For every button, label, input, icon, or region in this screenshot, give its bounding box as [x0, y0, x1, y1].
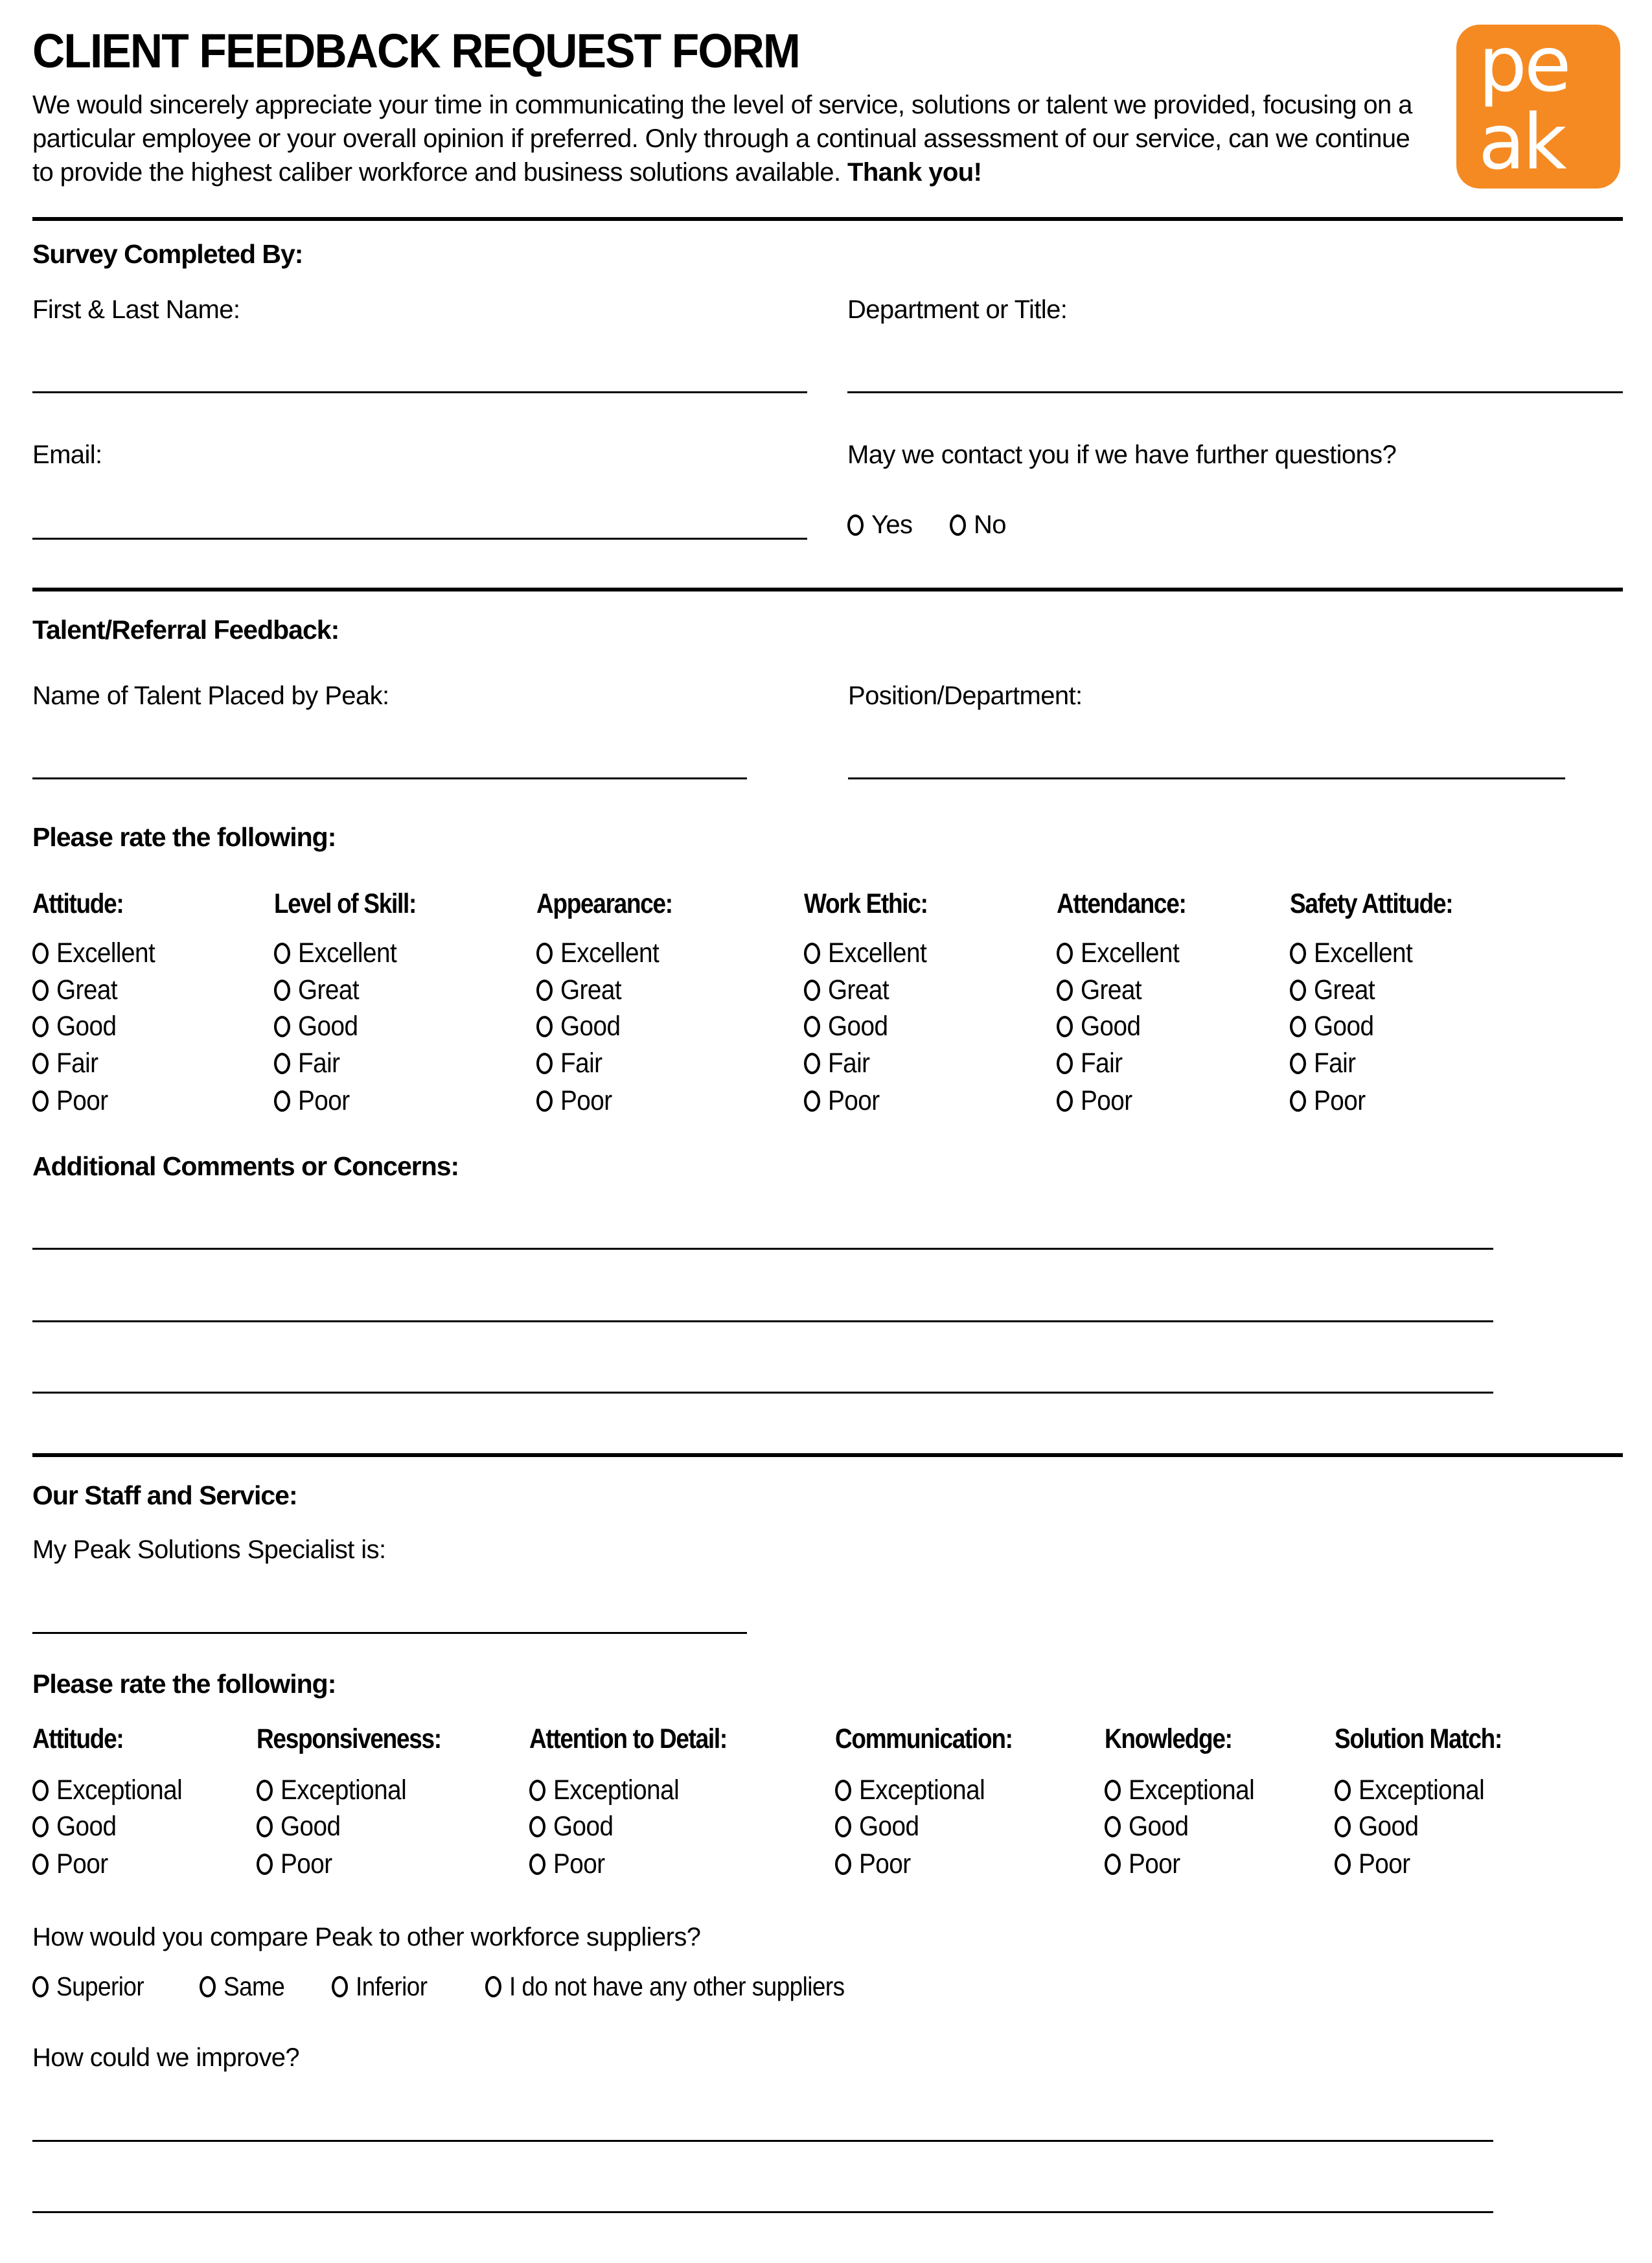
- option-label: Good: [56, 1811, 117, 1842]
- option-label: Great: [1314, 974, 1375, 1005]
- option-label: Fair: [298, 1048, 340, 1079]
- talent-attendance-option-great[interactable]: [1057, 976, 1149, 1004]
- talent-attitude-option-poor[interactable]: [32, 1087, 113, 1115]
- radio-circle-icon[interactable]: [1057, 1053, 1073, 1074]
- radio-circle-icon[interactable]: [257, 1854, 273, 1875]
- staff-attitude-option-poor[interactable]: [32, 1850, 113, 1878]
- radio-circle-icon[interactable]: [274, 1053, 290, 1074]
- staff-communication-option-exceptional[interactable]: [835, 1776, 999, 1804]
- radio-circle-icon[interactable]: [1290, 943, 1306, 964]
- option-label: Poor: [56, 1848, 108, 1879]
- comments-line-1[interactable]: [32, 1248, 1493, 1250]
- option-label: Good: [298, 1011, 358, 1042]
- section-heading-staff-service: Our Staff and Service:: [32, 1480, 297, 1510]
- option-label: Exceptional: [56, 1775, 183, 1806]
- talent-work-ethic-option-good[interactable]: [804, 1013, 895, 1040]
- option-label: Excellent: [1081, 937, 1180, 969]
- talent-attendance-option-excellent[interactable]: [1057, 939, 1190, 967]
- talent-safety-attitude-option-good[interactable]: [1290, 1013, 1381, 1040]
- radio-circle-icon[interactable]: [536, 980, 553, 1001]
- option-label: Poor: [1129, 1848, 1180, 1879]
- option-label: Good: [828, 1011, 888, 1042]
- option-label: Good: [1359, 1811, 1419, 1842]
- intro-text: We would sincerely appreciate your time in communicating the level of service, solutions or talent we provided, focusing on a particular employee or your overall opinion if preferred. Only through a continual assessment of our service, can we continue to provide the highest caliber workforce and business solutions available.: [32, 91, 1412, 187]
- staff-attitude-option-good[interactable]: [32, 1813, 123, 1841]
- option-label: Good: [1129, 1811, 1189, 1842]
- position-department-label: Position/Department:: [848, 682, 1083, 710]
- radio-circle-icon[interactable]: [200, 1976, 216, 1997]
- comments-line-3[interactable]: [32, 1392, 1493, 1394]
- compare-option-same[interactable]: [200, 1973, 292, 2000]
- section-divider: [32, 588, 1623, 592]
- compare-option-i-do-not-have-any-other-suppliers[interactable]: [485, 1973, 882, 2000]
- talent-level-of-skill-option-good[interactable]: [274, 1013, 365, 1040]
- email-label: Email:: [32, 441, 102, 469]
- option-label: Fair: [828, 1048, 870, 1079]
- talent-attendance-option-poor[interactable]: [1057, 1087, 1138, 1115]
- compare-option-inferior[interactable]: [332, 1973, 435, 2000]
- talent-rate-heading: Please rate the following:: [32, 822, 336, 852]
- staff-solution-match-option-poor[interactable]: [1335, 1850, 1416, 1878]
- first-last-name-field[interactable]: [32, 391, 807, 393]
- option-label: Great: [1081, 974, 1142, 1005]
- talent-attitude-option-great[interactable]: [32, 976, 124, 1004]
- talent-appearance-option-excellent[interactable]: [536, 939, 670, 967]
- option-label: Good: [281, 1811, 341, 1842]
- staff-responsiveness-option-poor[interactable]: [257, 1850, 338, 1878]
- talent-work-ethic-option-fair[interactable]: [804, 1050, 875, 1077]
- talent-level-of-skill-option-excellent[interactable]: [274, 939, 407, 967]
- option-label: Poor: [828, 1085, 880, 1116]
- talent-level-of-skill-option-poor[interactable]: [274, 1087, 355, 1115]
- staff-category-attention-to-detail: Attention to Detail:: [529, 1723, 727, 1754]
- radio-circle-icon[interactable]: [1105, 1816, 1121, 1837]
- staff-responsiveness-option-exceptional[interactable]: [257, 1776, 420, 1804]
- comments-line-2[interactable]: [32, 1320, 1493, 1322]
- talent-safety-attitude-option-great[interactable]: [1290, 976, 1382, 1004]
- option-label: Excellent: [1314, 937, 1413, 969]
- logo-text-pe: pe: [1478, 25, 1569, 109]
- option-label: Good: [553, 1811, 614, 1842]
- comments-heading: Additional Comments or Concerns:: [32, 1151, 459, 1181]
- radio-circle-icon[interactable]: [1335, 1854, 1351, 1875]
- contact-question-label: May we contact you if we have further questions?: [847, 441, 1397, 469]
- staff-category-communication: Communication:: [835, 1723, 1013, 1754]
- staff-communication-option-good[interactable]: [835, 1813, 926, 1841]
- radio-circle-icon[interactable]: [804, 1090, 820, 1112]
- radio-circle-icon[interactable]: [32, 1816, 49, 1837]
- radio-circle-icon[interactable]: [1105, 1780, 1121, 1801]
- staff-knowledge-option-good[interactable]: [1105, 1813, 1195, 1841]
- option-label: Poor: [281, 1848, 332, 1879]
- compare-question: How would you compare Peak to other workforce suppliers?: [32, 1923, 701, 1951]
- option-label: Poor: [1359, 1848, 1410, 1879]
- radio-circle-icon[interactable]: [1335, 1816, 1351, 1837]
- talent-name-label: Name of Talent Placed by Peak:: [32, 682, 389, 710]
- staff-attention-to-detail-option-poor[interactable]: [529, 1850, 610, 1878]
- radio-circle-icon[interactable]: [835, 1780, 851, 1801]
- option-label: Poor: [1081, 1085, 1132, 1116]
- talent-level-of-skill-option-fair[interactable]: [274, 1050, 345, 1077]
- form-title: CLIENT FEEDBACK REQUEST FORM: [32, 24, 799, 78]
- radio-circle-icon[interactable]: [536, 943, 553, 964]
- option-label: Poor: [1314, 1085, 1366, 1116]
- option-label: Fair: [56, 1048, 98, 1079]
- talent-attitude-option-good[interactable]: [32, 1013, 123, 1040]
- radio-circle-icon[interactable]: [1290, 1090, 1306, 1112]
- option-label: Exceptional: [1129, 1775, 1255, 1806]
- talent-appearance-option-great[interactable]: [536, 976, 628, 1004]
- radio-circle-icon[interactable]: [32, 1780, 49, 1801]
- option-label: Exceptional: [1359, 1775, 1485, 1806]
- option-label: Poor: [56, 1085, 108, 1116]
- option-label: Superior: [56, 1971, 144, 2001]
- option-label: Poor: [560, 1085, 612, 1116]
- radio-circle-icon[interactable]: [257, 1780, 273, 1801]
- talent-safety-attitude-option-poor[interactable]: [1290, 1087, 1371, 1115]
- specialist-field[interactable]: [32, 1632, 747, 1634]
- staff-knowledge-option-exceptional[interactable]: [1105, 1776, 1268, 1804]
- talent-name-field[interactable]: [32, 777, 747, 779]
- compare-option-superior[interactable]: [32, 1973, 154, 2000]
- radio-circle-icon[interactable]: [1105, 1854, 1121, 1875]
- improve-line-2[interactable]: [32, 2211, 1493, 2213]
- staff-category-knowledge: Knowledge:: [1105, 1723, 1232, 1754]
- radio-circle-icon[interactable]: [32, 1016, 49, 1037]
- radio-circle-icon[interactable]: [1290, 1053, 1306, 1074]
- option-label: Poor: [859, 1848, 911, 1879]
- talent-attendance-option-good[interactable]: [1057, 1013, 1147, 1040]
- option-label: Exceptional: [553, 1775, 680, 1806]
- option-label: Good: [1314, 1011, 1374, 1042]
- talent-category-safety-attitude: Safety Attitude:: [1290, 888, 1453, 919]
- option-label: Yes: [871, 511, 913, 539]
- talent-level-of-skill-option-great[interactable]: [274, 976, 366, 1004]
- option-label: Excellent: [560, 937, 660, 969]
- contact-option-yes[interactable]: [847, 512, 912, 538]
- option-label: Poor: [553, 1848, 605, 1879]
- staff-category-responsiveness: Responsiveness:: [257, 1723, 441, 1754]
- staff-category-attitude: Attitude:: [32, 1723, 124, 1754]
- radio-circle-icon[interactable]: [274, 943, 290, 964]
- option-label: Same: [224, 1971, 285, 2001]
- radio-circle-icon[interactable]: [536, 1053, 553, 1074]
- option-label: Great: [56, 974, 118, 1005]
- staff-solution-match-option-good[interactable]: [1335, 1813, 1425, 1841]
- radio-circle-icon[interactable]: [32, 1053, 49, 1074]
- radio-circle-icon[interactable]: [804, 943, 820, 964]
- logo-text-ak: ak: [1478, 97, 1565, 187]
- talent-safety-attitude-option-excellent[interactable]: [1290, 939, 1423, 967]
- talent-work-ethic-option-great[interactable]: [804, 976, 896, 1004]
- radio-circle-icon[interactable]: [847, 514, 864, 536]
- radio-circle-icon[interactable]: [1290, 1016, 1306, 1037]
- specialist-label: My Peak Solutions Specialist is:: [32, 1535, 386, 1564]
- first-last-name-label: First & Last Name:: [32, 295, 240, 324]
- radio-circle-icon[interactable]: [1057, 943, 1073, 964]
- staff-communication-option-poor[interactable]: [835, 1850, 916, 1878]
- radio-circle-icon[interactable]: [529, 1780, 545, 1801]
- contact-option-no[interactable]: [950, 512, 1006, 538]
- radio-circle-icon[interactable]: [536, 1090, 553, 1112]
- staff-rate-heading: Please rate the following:: [32, 1669, 336, 1699]
- staff-attention-to-detail-option-exceptional[interactable]: [529, 1776, 693, 1804]
- option-label: Excellent: [56, 937, 155, 969]
- option-label: Fair: [560, 1048, 602, 1079]
- section-heading-survey-completed-by: Survey Completed By:: [32, 239, 303, 269]
- radio-circle-icon[interactable]: [274, 980, 290, 1001]
- option-label: Excellent: [828, 937, 927, 969]
- radio-circle-icon[interactable]: [32, 1854, 49, 1875]
- intro-paragraph: [32, 88, 1425, 189]
- option-label: Good: [859, 1811, 919, 1842]
- talent-work-ethic-option-excellent[interactable]: [804, 939, 937, 967]
- department-title-label: Department or Title:: [847, 295, 1068, 324]
- radio-circle-icon[interactable]: [536, 1016, 553, 1037]
- option-label: Fair: [1314, 1048, 1356, 1079]
- option-label: Good: [56, 1011, 117, 1042]
- option-label: Great: [828, 974, 889, 1005]
- option-label: Inferior: [356, 1971, 428, 2001]
- staff-responsiveness-option-good[interactable]: [257, 1813, 347, 1841]
- improve-question: How could we improve?: [32, 2043, 300, 2072]
- talent-category-work-ethic: Work Ethic:: [804, 888, 928, 919]
- staff-solution-match-option-exceptional[interactable]: [1335, 1776, 1498, 1804]
- improve-line-1[interactable]: [32, 2140, 1493, 2142]
- intro-thanks: Thank you!: [847, 158, 982, 187]
- staff-attitude-option-exceptional[interactable]: [32, 1776, 196, 1804]
- radio-circle-icon[interactable]: [835, 1854, 851, 1875]
- radio-circle-icon[interactable]: [529, 1854, 545, 1875]
- radio-circle-icon[interactable]: [529, 1816, 545, 1837]
- department-title-field[interactable]: [847, 391, 1623, 393]
- radio-circle-icon[interactable]: [32, 943, 49, 964]
- radio-circle-icon[interactable]: [1057, 980, 1073, 1001]
- option-label: Fair: [1081, 1048, 1123, 1079]
- section-heading-talent-feedback: Talent/Referral Feedback:: [32, 615, 339, 645]
- radio-circle-icon[interactable]: [274, 1016, 290, 1037]
- option-label: I do not have any other suppliers: [509, 1971, 845, 2001]
- radio-circle-icon[interactable]: [257, 1816, 273, 1837]
- talent-safety-attitude-option-fair[interactable]: [1290, 1050, 1360, 1077]
- option-label: Excellent: [298, 937, 397, 969]
- peak-logo: [1456, 25, 1620, 189]
- radio-circle-icon[interactable]: [1057, 1016, 1073, 1037]
- option-label: Great: [560, 974, 622, 1005]
- section-divider: [32, 217, 1623, 221]
- radio-circle-icon[interactable]: [274, 1090, 290, 1112]
- option-label: Good: [560, 1011, 621, 1042]
- radio-circle-icon[interactable]: [804, 1053, 820, 1074]
- talent-attitude-option-excellent[interactable]: [32, 939, 166, 967]
- radio-circle-icon[interactable]: [1057, 1090, 1073, 1112]
- talent-category-attendance: Attendance:: [1057, 888, 1186, 919]
- talent-appearance-option-good[interactable]: [536, 1013, 627, 1040]
- radio-circle-icon[interactable]: [1290, 980, 1306, 1001]
- radio-circle-icon[interactable]: [32, 1090, 49, 1112]
- staff-knowledge-option-poor[interactable]: [1105, 1850, 1186, 1878]
- option-label: Exceptional: [859, 1775, 985, 1806]
- talent-category-level-of-skill: Level of Skill:: [274, 888, 417, 919]
- talent-appearance-option-fair[interactable]: [536, 1050, 607, 1077]
- radio-circle-icon[interactable]: [32, 980, 49, 1001]
- radio-circle-icon[interactable]: [804, 980, 820, 1001]
- radio-circle-icon[interactable]: [950, 514, 966, 536]
- talent-appearance-option-poor[interactable]: [536, 1087, 617, 1115]
- option-label: Exceptional: [281, 1775, 407, 1806]
- option-label: Poor: [298, 1085, 350, 1116]
- option-label: No: [974, 511, 1006, 539]
- email-field[interactable]: [32, 538, 807, 540]
- radio-circle-icon[interactable]: [1335, 1780, 1351, 1801]
- staff-attention-to-detail-option-good[interactable]: [529, 1813, 620, 1841]
- talent-attendance-option-fair[interactable]: [1057, 1050, 1127, 1077]
- radio-circle-icon[interactable]: [804, 1016, 820, 1037]
- option-label: Great: [298, 974, 360, 1005]
- option-label: Good: [1081, 1011, 1141, 1042]
- radio-circle-icon[interactable]: [835, 1816, 851, 1837]
- talent-category-attitude: Attitude:: [32, 888, 124, 919]
- radio-circle-icon[interactable]: [32, 1976, 49, 1997]
- radio-circle-icon[interactable]: [332, 1976, 348, 1997]
- talent-attitude-option-fair[interactable]: [32, 1050, 103, 1077]
- talent-work-ethic-option-poor[interactable]: [804, 1087, 885, 1115]
- section-divider: [32, 1453, 1623, 1457]
- talent-category-appearance: Appearance:: [536, 888, 672, 919]
- staff-category-solution-match: Solution Match:: [1335, 1723, 1502, 1754]
- position-department-field[interactable]: [848, 777, 1565, 779]
- radio-circle-icon[interactable]: [485, 1976, 501, 1997]
